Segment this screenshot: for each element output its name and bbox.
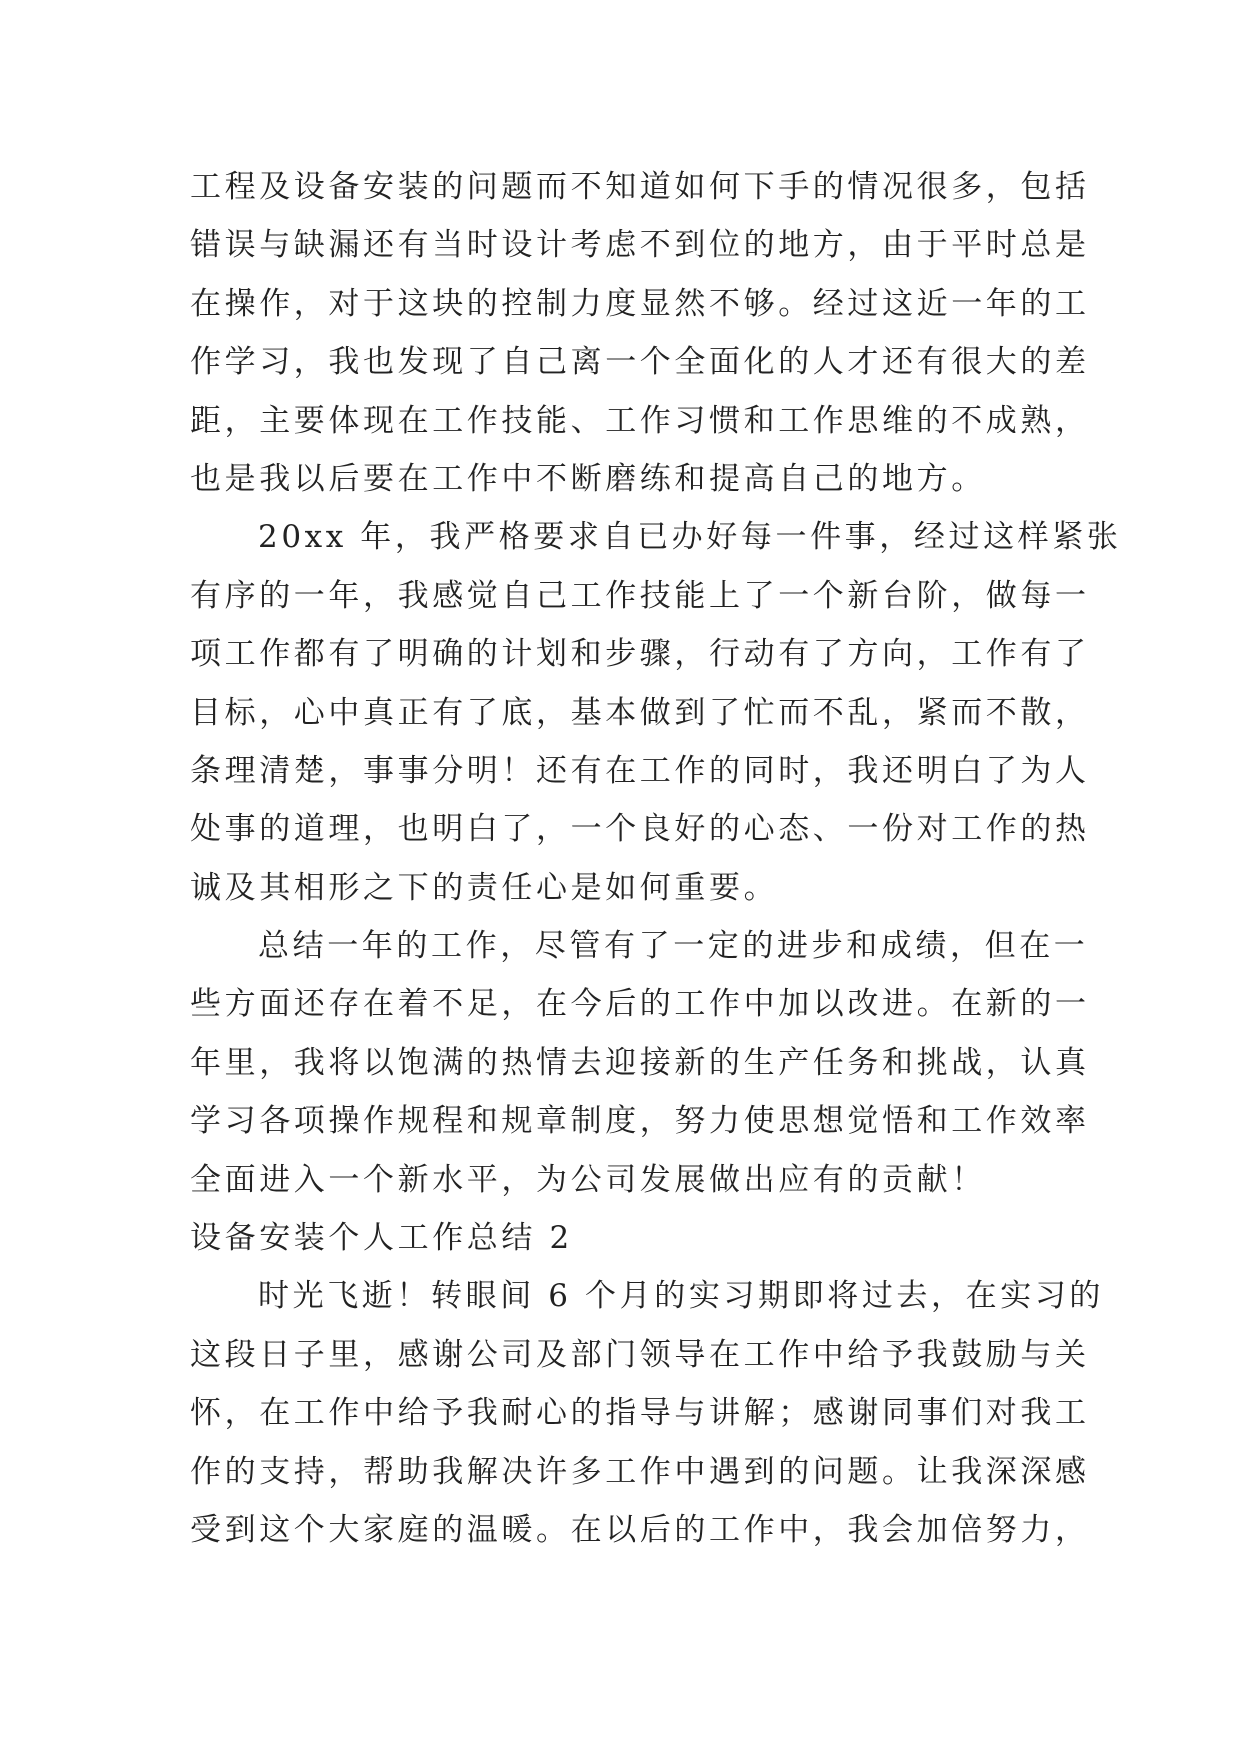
paragraph-4: [190, 1267, 1105, 1559]
text-line: 作学习，我也发现了自己离一个全面化的人才还有很大的差: [190, 344, 1090, 381]
document-body: [190, 158, 1122, 1559]
text-line: 作的支持，帮助我解决许多工作中遇到的问题。让我深深感: [190, 1453, 1090, 1490]
text-line: 有序的一年，我感觉自己工作技能上了一个新台阶，做每一: [190, 577, 1090, 614]
text-line: 些方面还存在着不足，在今后的工作中加以改进。在新的一: [190, 986, 1090, 1023]
text-line: 20xx 年，我严格要求自已办好每一件事，经过这样紧张: [258, 519, 1122, 556]
text-line: 条理清楚，事事分明！还有在工作的同时，我还明白了为人: [190, 752, 1090, 789]
text-line: 总结一年的工作，尽管有了一定的进步和成绩，但在一: [258, 928, 1089, 965]
text-line: 也是我以后要在工作中不断磨练和提高自己的地方。: [190, 460, 986, 497]
text-line: 错误与缺漏还有当时设计考虑不到位的地方，由于平时总是: [190, 227, 1090, 264]
paragraph-1: [190, 158, 1090, 508]
text-line: 全面进入一个新水平，为公司发展做出应有的贡献！: [190, 1161, 986, 1198]
text-line: 怀，在工作中给予我耐心的指导与讲解；感谢同事们对我工: [190, 1395, 1090, 1432]
text-line: 诚及其相形之下的责任心是如何重要。: [190, 869, 779, 906]
paragraph-2: [190, 508, 1122, 917]
text-line: 时光飞逝！转眼间 6 个月的实习期即将过去，在实习的: [258, 1278, 1105, 1315]
text-line: 这段日子里，感谢公司及部门领导在工作中给予我鼓励与关: [190, 1336, 1090, 1373]
text-line: 距，主要体现在工作技能、工作习惯和工作思维的不成熟，: [190, 402, 1090, 439]
text-line: 工程及设备安装的问题而不知道如何下手的情况很多，包括: [190, 169, 1090, 205]
text-line: 年里，我将以饱满的热情去迎接新的生产任务和挑战，认真: [190, 1044, 1090, 1081]
text-line: 处事的道理，也明白了，一个良好的心态、一份对工作的热: [190, 811, 1090, 848]
text-line: 受到这个大家庭的温暖。在以后的工作中，我会加倍努力，: [190, 1511, 1090, 1548]
text-line: 项工作都有了明确的计划和步骤，行动有了方向，工作有了: [190, 636, 1090, 673]
text-line: 在操作，对于这块的控制力度显然不够。经过这近一年的工: [190, 285, 1090, 322]
text-line: 目标，心中真正有了底，基本做到了忙而不乱，紧而不散，: [190, 694, 1090, 731]
section-heading: 设备安装个人工作总结 2: [190, 1220, 573, 1257]
paragraph-3: [190, 917, 1090, 1209]
text-line: 学习各项操作规程和规章制度，努力使思想觉悟和工作效率: [190, 1103, 1090, 1140]
